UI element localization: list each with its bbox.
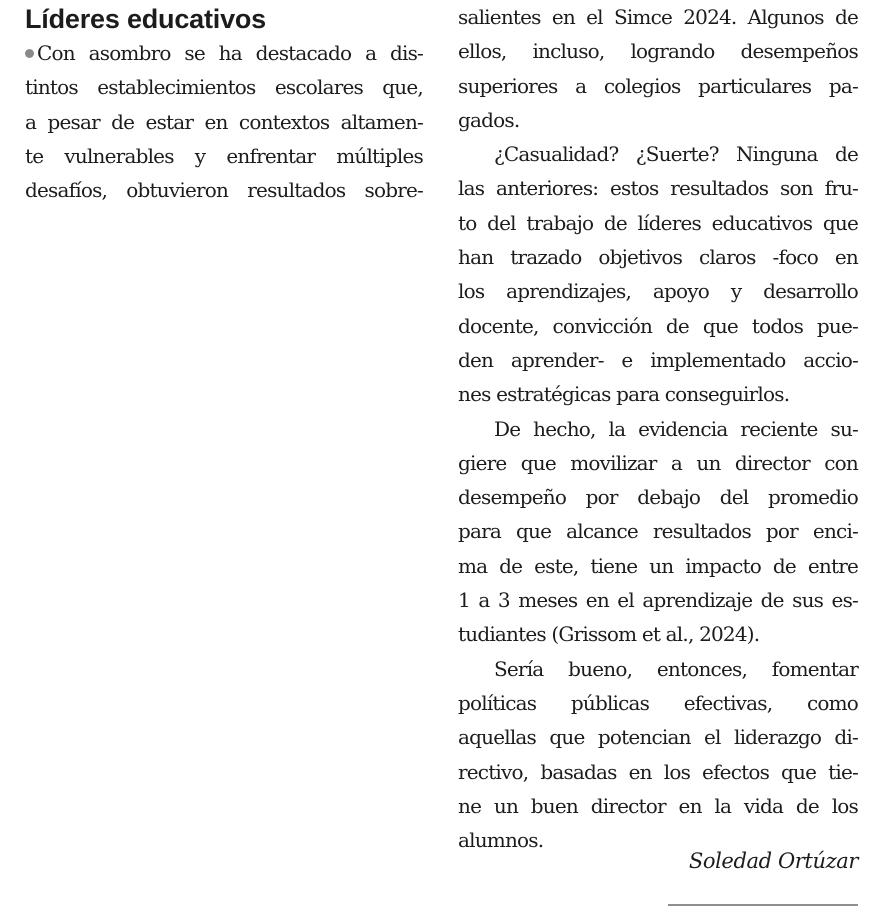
article-line: tintos establecimientos escolares que, xyxy=(25,75,423,100)
article-line: den aprender- e implementado accio- xyxy=(458,347,858,372)
article-line: giere que movilizar a un director con xyxy=(458,450,858,475)
article-title: Líderes educativos xyxy=(25,4,266,34)
article-line-text: Con asombro se ha destacado a dis- xyxy=(37,41,423,65)
article-line: las anteriores: estos resultados son fru- xyxy=(458,176,858,201)
article-line: ma de este, tiene un impacto de entre xyxy=(458,553,858,578)
article-line: aquellas que potencian el liderazgo di- xyxy=(458,725,858,750)
article-line: desempeño por debajo del promedio xyxy=(458,485,858,510)
article-line: para que alcance resultados por enci- xyxy=(458,519,858,544)
article-line: desafíos, obtuvieron resultados sobre- xyxy=(25,178,423,203)
divider-rule xyxy=(668,904,858,906)
article-line: docente, convicción de que todos pue- xyxy=(458,313,858,338)
article-line: ¿Casualidad? ¿Suerte? Ninguna de xyxy=(494,142,858,167)
article-line xyxy=(25,36,423,70)
article-line: políticas públicas efectivas, como xyxy=(458,690,858,715)
article-line: los aprendizajes, apoyo y desarrollo xyxy=(458,279,858,304)
left-column xyxy=(25,0,423,207)
article-line: De hecho, la evidencia reciente su- xyxy=(494,416,858,441)
article-line: rectivo, basadas en los efectos que tie- xyxy=(458,759,858,784)
article-line: nes estratégicas para conseguirlos. xyxy=(458,382,790,407)
article-line: to del trabajo de líderes educativos que xyxy=(458,210,858,235)
article-line: ne un buen director en la vida de los xyxy=(458,793,858,818)
article-line: te vulnerables y enfrentar múltiples xyxy=(25,143,423,168)
article-line: ellos, incluso, logrando desempeños xyxy=(458,39,858,64)
bullet-icon xyxy=(25,49,34,58)
article-line: a pesar de estar en contextos altamen- xyxy=(25,109,423,134)
right-column xyxy=(458,0,858,857)
author-signature: Soledad Ortúzar xyxy=(688,849,858,873)
article-line: gados. xyxy=(458,107,520,132)
article-line: salientes en el Simce 2024. Algunos de xyxy=(458,5,858,29)
article-line: han trazado objetivos claros -foco en xyxy=(458,245,858,270)
article-line: superiores a colegios particulares pa- xyxy=(458,73,858,98)
article-line: Sería bueno, entonces, fomentar xyxy=(494,656,858,681)
article-line: 1 a 3 meses en el aprendizaje de sus es- xyxy=(458,588,858,613)
article-line: alumnos. xyxy=(458,828,544,853)
article-line: tudiantes (Grissom et al., 2024). xyxy=(458,622,760,647)
